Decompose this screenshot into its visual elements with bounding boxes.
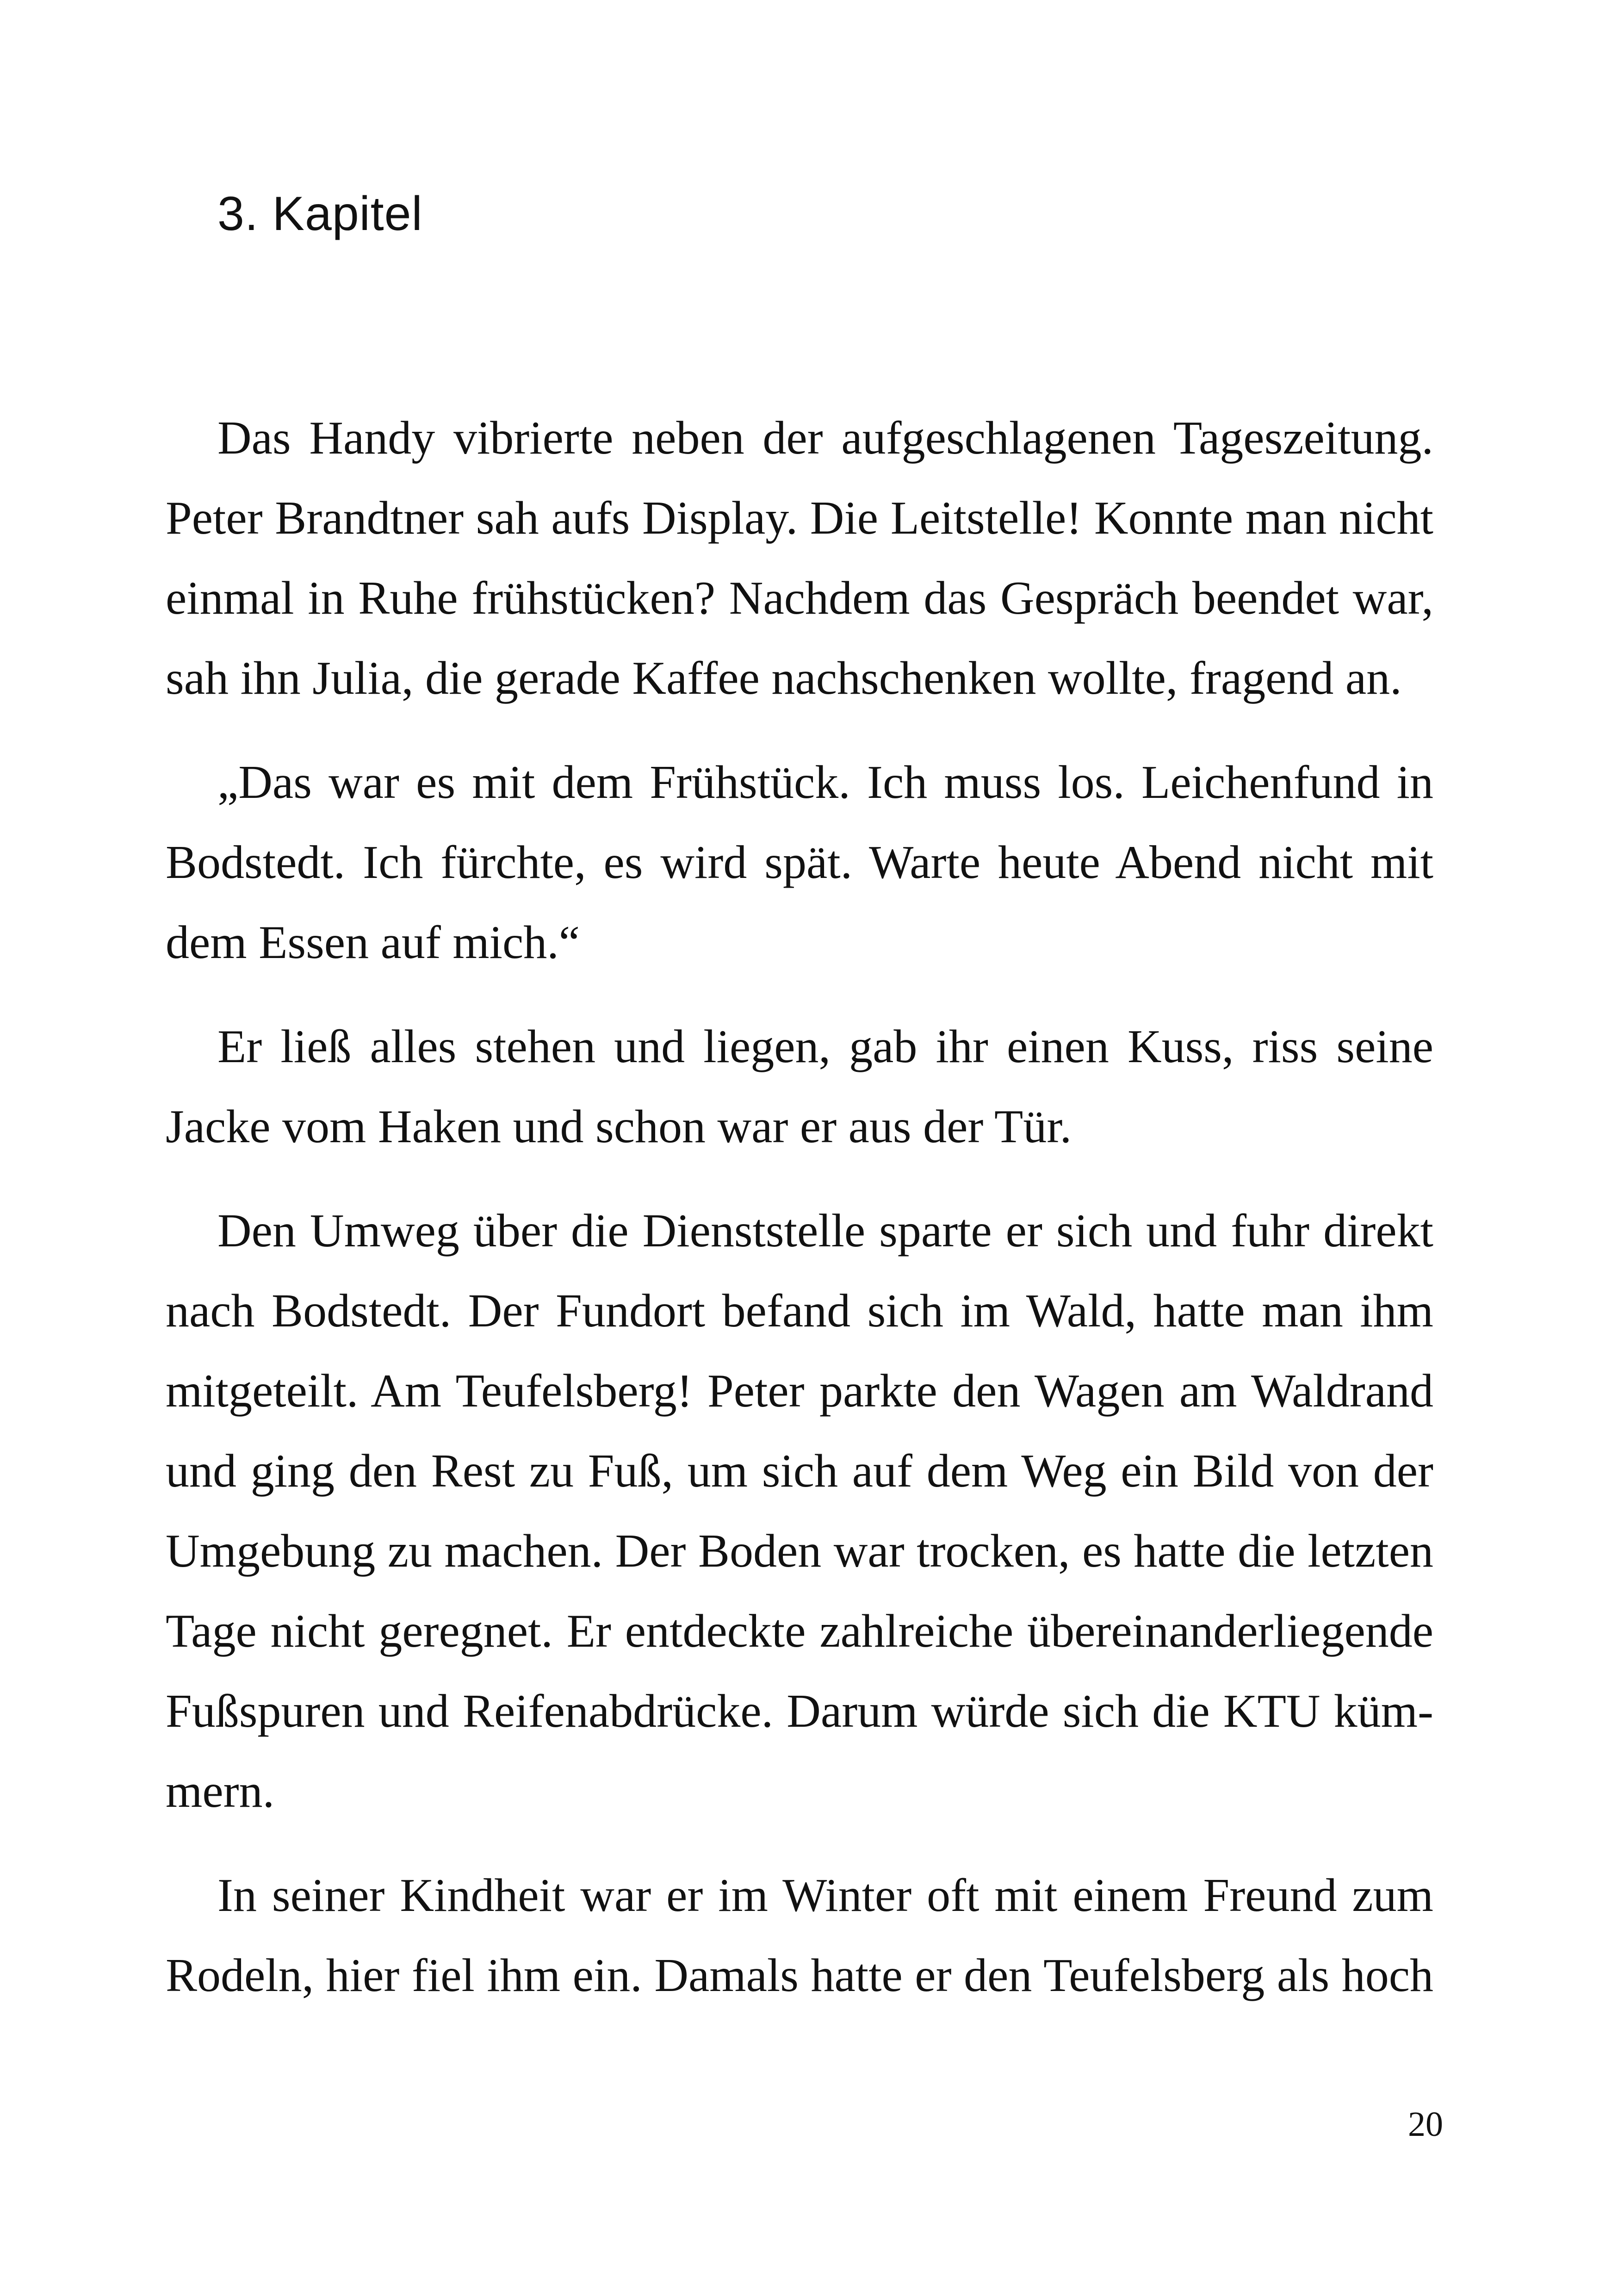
- paragraph: Den Umweg über die Dienststelle sparte er sich und fuhr direkt nach Bodstedt. Der Fundort befand sich im Wald, hatte man ihm mitgeteilt. Am Teufelsberg! Peter parkte den Wagen am Waldrand und ging den Rest zu Fuß, um sich auf dem Weg ein Bild von der Umgebung zu machen. Der Boden war trocken, es hatte die letzten Tage nicht geregnet. Er entdeckte zahlreiche übereinanderliegende Fußspuren und Reifenabdrücke. Darum würde sich die KTU kümmern.: [166, 1205, 1433, 1817]
- paragraph: „Das war es mit dem Frühstück. Ich muss los. Leichenfund in Bodstedt. Ich fürchte, es wird spät. Warte heute Abend nicht mit dem Essen auf mich.“: [166, 756, 1433, 969]
- paragraph: In seiner Kindheit war er im Winter oft mit einem Freund zum Rodeln, hier fiel ihm ein. Damals hatte er den Teufelsberg als hoch: [166, 1869, 1433, 2002]
- body-text: [166, 398, 1433, 2040]
- chapter-title: 3. Kapitel: [217, 187, 423, 241]
- page-number: 20: [1408, 2105, 1443, 2144]
- paragraph: Das Handy vibrierte neben der aufgeschlagenen Tageszeitung. Peter Brandtner sah aufs Display. Die Leitstelle! Konnte man nicht einmal in Ruhe frühstücken? Nachdem das Gespräch beendet war, sah ihn Julia, die gerade Kaffee nachschenken wollte, fragend an.: [166, 412, 1433, 704]
- paragraph: Er ließ alles stehen und liegen, gab ihr einen Kuss, riss seine Jacke vom Haken und schon war er aus der Tür.: [166, 1020, 1433, 1153]
